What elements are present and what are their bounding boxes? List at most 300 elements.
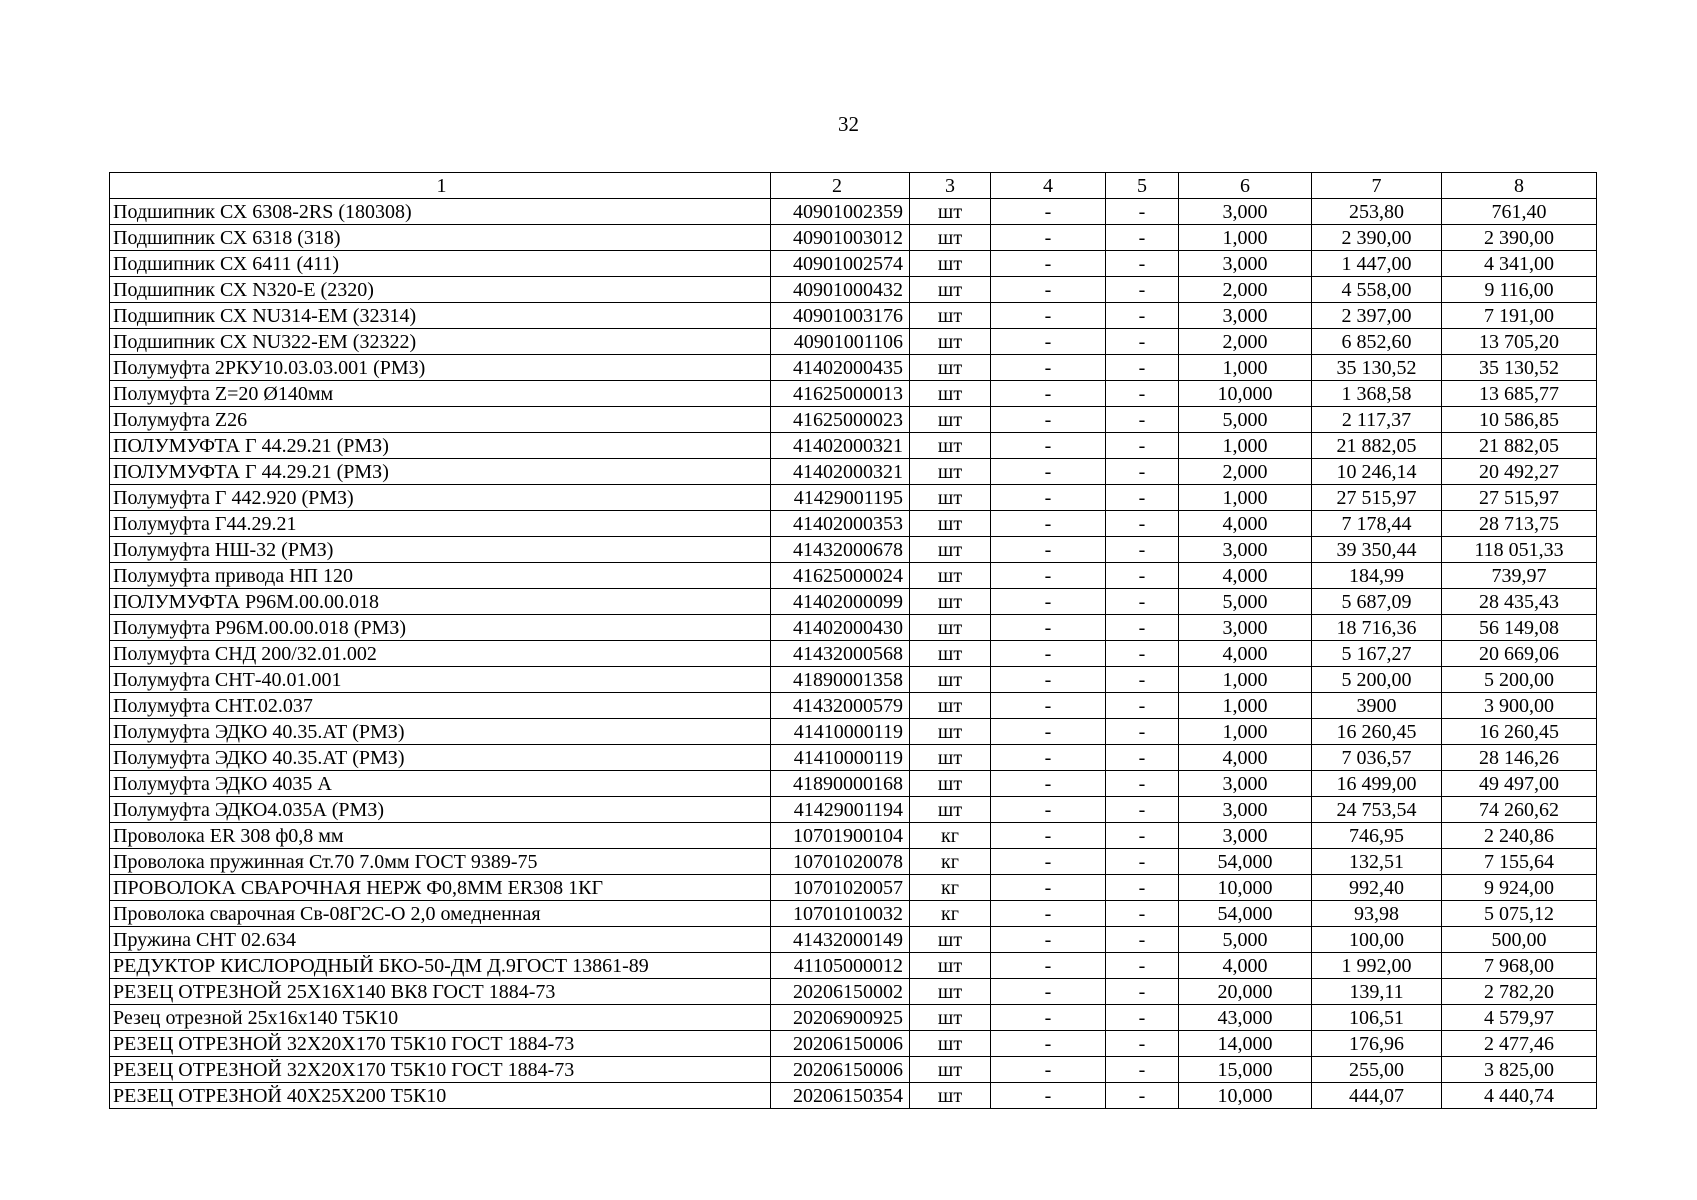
unit-price-cell: 16 499,00 (1312, 771, 1442, 797)
quantity-cell: 1,000 (1179, 719, 1312, 745)
item-name-cell: Полумуфта Z=20 Ø140мм (110, 381, 771, 407)
unit-price-cell: 1 447,00 (1312, 251, 1442, 277)
col-4-value-cell: - (991, 277, 1106, 303)
item-name-cell: Полумуфта ЭДКО 40.35.АТ (РМЗ) (110, 745, 771, 771)
col-4-value-cell: - (991, 693, 1106, 719)
total-amount-cell: 7 155,64 (1442, 849, 1597, 875)
col-4-value-cell: - (991, 953, 1106, 979)
total-amount-cell: 4 440,74 (1442, 1083, 1597, 1109)
column-header-6: 6 (1179, 173, 1312, 199)
quantity-cell: 15,000 (1179, 1057, 1312, 1083)
quantity-cell: 3,000 (1179, 615, 1312, 641)
item-code-cell: 20206150002 (771, 979, 910, 1005)
unit-cell: шт (910, 1083, 991, 1109)
quantity-cell: 2,000 (1179, 459, 1312, 485)
table-row (110, 1057, 1597, 1083)
col-5-value-cell: - (1106, 1005, 1179, 1031)
col-5-value-cell: - (1106, 901, 1179, 927)
unit-cell: кг (910, 901, 991, 927)
total-amount-cell: 3 825,00 (1442, 1057, 1597, 1083)
item-code-cell: 10701900104 (771, 823, 910, 849)
col-5-value-cell: - (1106, 797, 1179, 823)
col-5-value-cell: - (1106, 485, 1179, 511)
quantity-cell: 5,000 (1179, 927, 1312, 953)
quantity-cell: 4,000 (1179, 641, 1312, 667)
table-row (110, 1083, 1597, 1109)
unit-price-cell: 7 036,57 (1312, 745, 1442, 771)
quantity-cell: 10,000 (1179, 1083, 1312, 1109)
unit-price-cell: 132,51 (1312, 849, 1442, 875)
table-row (110, 927, 1597, 953)
unit-cell: шт (910, 979, 991, 1005)
item-code-cell: 41432000678 (771, 537, 910, 563)
unit-cell: кг (910, 875, 991, 901)
item-code-cell: 20206150006 (771, 1057, 910, 1083)
unit-cell: шт (910, 719, 991, 745)
col-4-value-cell: - (991, 719, 1106, 745)
total-amount-cell: 20 492,27 (1442, 459, 1597, 485)
col-4-value-cell: - (991, 251, 1106, 277)
unit-cell: шт (910, 511, 991, 537)
col-4-value-cell: - (991, 589, 1106, 615)
item-name-cell: Подшипник СХ N320-E (2320) (110, 277, 771, 303)
unit-cell: шт (910, 615, 991, 641)
col-4-value-cell: - (991, 303, 1106, 329)
table-row (110, 589, 1597, 615)
column-header-5: 5 (1106, 173, 1179, 199)
unit-cell: шт (910, 771, 991, 797)
item-name-cell: РЕЗЕЦ ОТРЕЗНОЙ 25Х16Х140 ВК8 ГОСТ 1884-73 (110, 979, 771, 1005)
col-4-value-cell: - (991, 537, 1106, 563)
unit-price-cell: 35 130,52 (1312, 355, 1442, 381)
col-4-value-cell: - (991, 1031, 1106, 1057)
col-5-value-cell: - (1106, 875, 1179, 901)
unit-price-cell: 100,00 (1312, 927, 1442, 953)
quantity-cell: 3,000 (1179, 537, 1312, 563)
col-5-value-cell: - (1106, 953, 1179, 979)
item-code-cell: 10701010032 (771, 901, 910, 927)
unit-price-cell: 39 350,44 (1312, 537, 1442, 563)
item-code-cell: 40901003012 (771, 225, 910, 251)
col-5-value-cell: - (1106, 719, 1179, 745)
unit-price-cell: 7 178,44 (1312, 511, 1442, 537)
item-name-cell: РЕЗЕЦ ОТРЕЗНОЙ 32Х20Х170 Т5К10 ГОСТ 1884-73 (110, 1031, 771, 1057)
quantity-cell: 3,000 (1179, 251, 1312, 277)
unit-price-cell: 93,98 (1312, 901, 1442, 927)
table-row (110, 563, 1597, 589)
item-code-cell: 40901000432 (771, 277, 910, 303)
col-4-value-cell: - (991, 927, 1106, 953)
quantity-cell: 1,000 (1179, 225, 1312, 251)
unit-price-cell: 21 882,05 (1312, 433, 1442, 459)
col-5-value-cell: - (1106, 433, 1179, 459)
quantity-cell: 20,000 (1179, 979, 1312, 1005)
quantity-cell: 54,000 (1179, 849, 1312, 875)
col-4-value-cell: - (991, 771, 1106, 797)
quantity-cell: 4,000 (1179, 563, 1312, 589)
unit-price-cell: 106,51 (1312, 1005, 1442, 1031)
item-name-cell: Подшипник СХ 6308-2RS (180308) (110, 199, 771, 225)
table-row (110, 693, 1597, 719)
table-row (110, 615, 1597, 641)
total-amount-cell: 9 924,00 (1442, 875, 1597, 901)
table-row (110, 797, 1597, 823)
unit-cell: шт (910, 433, 991, 459)
col-5-value-cell: - (1106, 303, 1179, 329)
quantity-cell: 1,000 (1179, 667, 1312, 693)
unit-cell: шт (910, 667, 991, 693)
col-4-value-cell: - (991, 433, 1106, 459)
total-amount-cell: 5 200,00 (1442, 667, 1597, 693)
total-amount-cell: 16 260,45 (1442, 719, 1597, 745)
unit-price-cell: 16 260,45 (1312, 719, 1442, 745)
item-code-cell: 41402000353 (771, 511, 910, 537)
table-row (110, 303, 1597, 329)
item-name-cell: Полумуфта Г 442.920 (РМЗ) (110, 485, 771, 511)
unit-price-cell: 444,07 (1312, 1083, 1442, 1109)
unit-price-cell: 24 753,54 (1312, 797, 1442, 823)
col-5-value-cell: - (1106, 641, 1179, 667)
total-amount-cell: 761,40 (1442, 199, 1597, 225)
item-name-cell: Полумуфта СНТ-40.01.001 (110, 667, 771, 693)
unit-cell: шт (910, 745, 991, 771)
unit-cell: шт (910, 563, 991, 589)
total-amount-cell: 2 477,46 (1442, 1031, 1597, 1057)
unit-price-cell: 746,95 (1312, 823, 1442, 849)
item-code-cell: 41432000149 (771, 927, 910, 953)
unit-price-cell: 27 515,97 (1312, 485, 1442, 511)
item-name-cell: Полумуфта ЭДКО 40.35.АТ (РМЗ) (110, 719, 771, 745)
table-row (110, 537, 1597, 563)
table-row (110, 381, 1597, 407)
item-name-cell: Полумуфта Z26 (110, 407, 771, 433)
quantity-cell: 4,000 (1179, 953, 1312, 979)
unit-price-cell: 1 368,58 (1312, 381, 1442, 407)
quantity-cell: 10,000 (1179, 875, 1312, 901)
total-amount-cell: 4 341,00 (1442, 251, 1597, 277)
col-5-value-cell: - (1106, 615, 1179, 641)
col-5-value-cell: - (1106, 771, 1179, 797)
total-amount-cell: 500,00 (1442, 927, 1597, 953)
item-name-cell: Полумуфта Р96М.00.00.018 (РМЗ) (110, 615, 771, 641)
unit-cell: шт (910, 407, 991, 433)
col-5-value-cell: - (1106, 1057, 1179, 1083)
col-4-value-cell: - (991, 459, 1106, 485)
unit-cell: шт (910, 1031, 991, 1057)
unit-price-cell: 5 687,09 (1312, 589, 1442, 615)
item-code-cell: 41402000099 (771, 589, 910, 615)
unit-cell: шт (910, 797, 991, 823)
unit-price-cell: 992,40 (1312, 875, 1442, 901)
unit-price-cell: 4 558,00 (1312, 277, 1442, 303)
col-5-value-cell: - (1106, 199, 1179, 225)
col-4-value-cell: - (991, 407, 1106, 433)
table-row (110, 329, 1597, 355)
col-5-value-cell: - (1106, 823, 1179, 849)
col-4-value-cell: - (991, 745, 1106, 771)
unit-cell: шт (910, 641, 991, 667)
item-code-cell: 41429001195 (771, 485, 910, 511)
unit-cell: шт (910, 589, 991, 615)
item-code-cell: 41105000012 (771, 953, 910, 979)
total-amount-cell: 739,97 (1442, 563, 1597, 589)
table-row (110, 641, 1597, 667)
table-row (110, 277, 1597, 303)
unit-price-cell: 176,96 (1312, 1031, 1442, 1057)
col-5-value-cell: - (1106, 251, 1179, 277)
col-4-value-cell: - (991, 329, 1106, 355)
quantity-cell: 10,000 (1179, 381, 1312, 407)
quantity-cell: 4,000 (1179, 511, 1312, 537)
table-row (110, 901, 1597, 927)
quantity-cell: 4,000 (1179, 745, 1312, 771)
unit-cell: шт (910, 1057, 991, 1083)
col-5-value-cell: - (1106, 745, 1179, 771)
unit-price-cell: 6 852,60 (1312, 329, 1442, 355)
table-row (110, 953, 1597, 979)
col-4-value-cell: - (991, 381, 1106, 407)
col-5-value-cell: - (1106, 1083, 1179, 1109)
quantity-cell: 3,000 (1179, 199, 1312, 225)
col-5-value-cell: - (1106, 667, 1179, 693)
item-code-cell: 40901001106 (771, 329, 910, 355)
col-5-value-cell: - (1106, 277, 1179, 303)
quantity-cell: 43,000 (1179, 1005, 1312, 1031)
total-amount-cell: 28 435,43 (1442, 589, 1597, 615)
item-name-cell: Полумуфта привода НП 120 (110, 563, 771, 589)
unit-price-cell: 3900 (1312, 693, 1442, 719)
col-5-value-cell: - (1106, 563, 1179, 589)
total-amount-cell: 7 191,00 (1442, 303, 1597, 329)
total-amount-cell: 28 713,75 (1442, 511, 1597, 537)
col-4-value-cell: - (991, 797, 1106, 823)
table-row (110, 667, 1597, 693)
total-amount-cell: 2 782,20 (1442, 979, 1597, 1005)
col-5-value-cell: - (1106, 589, 1179, 615)
table-row (110, 823, 1597, 849)
table-row (110, 1005, 1597, 1031)
unit-cell: шт (910, 277, 991, 303)
unit-cell: шт (910, 953, 991, 979)
unit-price-cell: 2 390,00 (1312, 225, 1442, 251)
total-amount-cell: 35 130,52 (1442, 355, 1597, 381)
item-code-cell: 41890000168 (771, 771, 910, 797)
unit-cell: шт (910, 381, 991, 407)
total-amount-cell: 10 586,85 (1442, 407, 1597, 433)
col-5-value-cell: - (1106, 381, 1179, 407)
quantity-cell: 5,000 (1179, 407, 1312, 433)
quantity-cell: 1,000 (1179, 693, 1312, 719)
item-name-cell: Резец отрезной 25х16х140 Т5К10 (110, 1005, 771, 1031)
col-4-value-cell: - (991, 979, 1106, 1005)
col-5-value-cell: - (1106, 355, 1179, 381)
total-amount-cell: 27 515,97 (1442, 485, 1597, 511)
table-row (110, 485, 1597, 511)
item-name-cell: ПРОВОЛОКА СВАРОЧНАЯ НЕРЖ Ф0,8ММ ER308 1КГ (110, 875, 771, 901)
col-5-value-cell: - (1106, 693, 1179, 719)
table-row (110, 199, 1597, 225)
col-5-value-cell: - (1106, 225, 1179, 251)
table-row (110, 407, 1597, 433)
item-name-cell: РЕЗЕЦ ОТРЕЗНОЙ 32Х20Х170 Т5К10 ГОСТ 1884-73 (110, 1057, 771, 1083)
table-header-row (110, 173, 1597, 199)
quantity-cell: 2,000 (1179, 277, 1312, 303)
quantity-cell: 1,000 (1179, 433, 1312, 459)
item-code-cell: 41402000435 (771, 355, 910, 381)
total-amount-cell: 9 116,00 (1442, 277, 1597, 303)
item-code-cell: 41890001358 (771, 667, 910, 693)
column-header-4: 4 (991, 173, 1106, 199)
item-name-cell: ПОЛУМУФТА Г 44.29.21 (РМЗ) (110, 433, 771, 459)
col-4-value-cell: - (991, 225, 1106, 251)
table-row (110, 251, 1597, 277)
total-amount-cell: 118 051,33 (1442, 537, 1597, 563)
unit-price-cell: 10 246,14 (1312, 459, 1442, 485)
col-5-value-cell: - (1106, 329, 1179, 355)
item-code-cell: 10701020078 (771, 849, 910, 875)
unit-cell: шт (910, 927, 991, 953)
unit-cell: шт (910, 459, 991, 485)
unit-price-cell: 2 397,00 (1312, 303, 1442, 329)
col-5-value-cell: - (1106, 979, 1179, 1005)
item-code-cell: 40901002359 (771, 199, 910, 225)
table-row (110, 433, 1597, 459)
total-amount-cell: 4 579,97 (1442, 1005, 1597, 1031)
col-4-value-cell: - (991, 667, 1106, 693)
page-number: 32 (838, 112, 859, 136)
item-code-cell: 41402000321 (771, 459, 910, 485)
unit-cell: шт (910, 251, 991, 277)
unit-price-cell: 1 992,00 (1312, 953, 1442, 979)
item-name-cell: Подшипник СХ 6318 (318) (110, 225, 771, 251)
col-4-value-cell: - (991, 511, 1106, 537)
col-4-value-cell: - (991, 1057, 1106, 1083)
col-5-value-cell: - (1106, 407, 1179, 433)
col-5-value-cell: - (1106, 537, 1179, 563)
quantity-cell: 3,000 (1179, 797, 1312, 823)
col-4-value-cell: - (991, 355, 1106, 381)
col-4-value-cell: - (991, 849, 1106, 875)
table-row (110, 719, 1597, 745)
item-code-cell: 41625000013 (771, 381, 910, 407)
quantity-cell: 3,000 (1179, 823, 1312, 849)
unit-price-cell: 18 716,36 (1312, 615, 1442, 641)
item-name-cell: Полумуфта НШ-32 (РМЗ) (110, 537, 771, 563)
item-name-cell: ПОЛУМУФТА Г 44.29.21 (РМЗ) (110, 459, 771, 485)
unit-price-cell: 5 167,27 (1312, 641, 1442, 667)
total-amount-cell: 49 497,00 (1442, 771, 1597, 797)
table-row (110, 459, 1597, 485)
item-name-cell: Проволока сварочная Св-08Г2С-О 2,0 омедненная (110, 901, 771, 927)
item-name-cell: Пружина СНТ 02.634 (110, 927, 771, 953)
table-row (110, 745, 1597, 771)
item-code-cell: 41432000579 (771, 693, 910, 719)
item-code-cell: 41410000119 (771, 745, 910, 771)
table-row (110, 979, 1597, 1005)
item-name-cell: Полумуфта СНТ.02.037 (110, 693, 771, 719)
unit-price-cell: 2 117,37 (1312, 407, 1442, 433)
col-4-value-cell: - (991, 615, 1106, 641)
item-name-cell: ПОЛУМУФТА Р96М.00.00.018 (110, 589, 771, 615)
col-4-value-cell: - (991, 823, 1106, 849)
table-row (110, 355, 1597, 381)
total-amount-cell: 7 968,00 (1442, 953, 1597, 979)
column-header-7: 7 (1312, 173, 1442, 199)
quantity-cell: 14,000 (1179, 1031, 1312, 1057)
unit-cell: шт (910, 303, 991, 329)
table-row (110, 1031, 1597, 1057)
quantity-cell: 5,000 (1179, 589, 1312, 615)
item-code-cell: 40901002574 (771, 251, 910, 277)
table-row (110, 849, 1597, 875)
total-amount-cell: 2 390,00 (1442, 225, 1597, 251)
quantity-cell: 3,000 (1179, 771, 1312, 797)
col-4-value-cell: - (991, 875, 1106, 901)
col-5-value-cell: - (1106, 459, 1179, 485)
item-code-cell: 40901003176 (771, 303, 910, 329)
item-name-cell: Проволока пружинная Ст.70 7.0мм ГОСТ 9389-75 (110, 849, 771, 875)
item-name-cell: Подшипник СХ 6411 (411) (110, 251, 771, 277)
unit-cell: шт (910, 199, 991, 225)
unit-cell: шт (910, 537, 991, 563)
quantity-cell: 1,000 (1179, 485, 1312, 511)
total-amount-cell: 74 260,62 (1442, 797, 1597, 823)
col-5-value-cell: - (1106, 511, 1179, 537)
item-name-cell: РЕДУКТОР КИСЛОРОДНЫЙ БКО-50-ДМ Д.9ГОСТ 13861-89 (110, 953, 771, 979)
col-4-value-cell: - (991, 563, 1106, 589)
total-amount-cell: 3 900,00 (1442, 693, 1597, 719)
col-5-value-cell: - (1106, 927, 1179, 953)
table-body (110, 173, 1597, 1109)
item-code-cell: 41402000321 (771, 433, 910, 459)
quantity-cell: 1,000 (1179, 355, 1312, 381)
unit-cell: шт (910, 355, 991, 381)
unit-price-cell: 139,11 (1312, 979, 1442, 1005)
unit-price-cell: 5 200,00 (1312, 667, 1442, 693)
unit-price-cell: 255,00 (1312, 1057, 1442, 1083)
total-amount-cell: 13 685,77 (1442, 381, 1597, 407)
col-4-value-cell: - (991, 901, 1106, 927)
item-name-cell: Подшипник СХ NU322-EM (32322) (110, 329, 771, 355)
table-row (110, 225, 1597, 251)
item-name-cell: РЕЗЕЦ ОТРЕЗНОЙ 40Х25Х200 Т5К10 (110, 1083, 771, 1109)
unit-cell: кг (910, 849, 991, 875)
item-name-cell: Полумуфта Г44.29.21 (110, 511, 771, 537)
table-row (110, 511, 1597, 537)
column-header-1: 1 (110, 173, 771, 199)
item-code-cell: 20206150354 (771, 1083, 910, 1109)
item-code-cell: 41625000023 (771, 407, 910, 433)
unit-cell: шт (910, 1005, 991, 1031)
unit-price-cell: 253,80 (1312, 199, 1442, 225)
item-code-cell: 10701020057 (771, 875, 910, 901)
unit-cell: кг (910, 823, 991, 849)
item-name-cell: Полумуфта 2РКУ10.03.03.001 (РМЗ) (110, 355, 771, 381)
total-amount-cell: 20 669,06 (1442, 641, 1597, 667)
total-amount-cell: 5 075,12 (1442, 901, 1597, 927)
unit-cell: шт (910, 693, 991, 719)
quantity-cell: 54,000 (1179, 901, 1312, 927)
item-code-cell: 41429001194 (771, 797, 910, 823)
col-4-value-cell: - (991, 641, 1106, 667)
item-name-cell: Полумуфта СНД 200/32.01.002 (110, 641, 771, 667)
total-amount-cell: 28 146,26 (1442, 745, 1597, 771)
item-name-cell: Подшипник СХ NU314-EM (32314) (110, 303, 771, 329)
item-code-cell: 41432000568 (771, 641, 910, 667)
total-amount-cell: 56 149,08 (1442, 615, 1597, 641)
item-code-cell: 41410000119 (771, 719, 910, 745)
item-name-cell: Полумуфта ЭДКО 4035 А (110, 771, 771, 797)
